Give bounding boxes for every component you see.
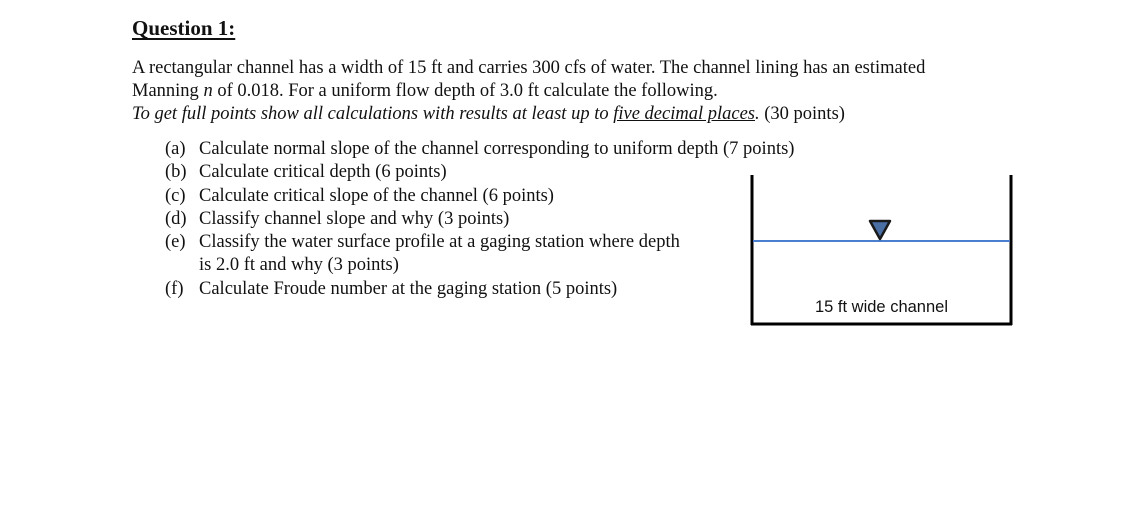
part-text: Classify channel slope and why (3 points) bbox=[199, 208, 510, 229]
instruction-period: . bbox=[755, 104, 760, 124]
question-title: Question 1: bbox=[132, 16, 236, 40]
part-text: is 2.0 ft and why (3 points) bbox=[199, 255, 399, 276]
part-label: (a) bbox=[165, 139, 186, 159]
question-part bbox=[165, 231, 794, 254]
instruction-text: To get full points show all calculations with results at least up to bbox=[132, 104, 614, 124]
part-text: Calculate critical depth (6 points) bbox=[199, 162, 447, 183]
part-label: (c) bbox=[165, 185, 186, 206]
statement-line-2-post: of 0.018. For a uniform flow depth of 3.0 ft calculate the following. bbox=[212, 81, 718, 101]
question-part bbox=[165, 278, 794, 301]
question-part-continuation bbox=[165, 254, 794, 277]
part-label bbox=[165, 254, 199, 277]
instruction-points: (30 points) bbox=[759, 104, 845, 124]
part-text: Calculate critical slope of the channel (6 points) bbox=[199, 185, 554, 206]
part-text: Classify the water surface profile at a gaging station where depth bbox=[199, 232, 680, 253]
statement-line-1: A rectangular channel has a width of 15 ft and carries 300 cfs of water. The channel lining has an estimated bbox=[132, 58, 926, 78]
part-label: (b) bbox=[165, 162, 187, 183]
water-surface-triangle-icon bbox=[870, 221, 890, 239]
instruction-line bbox=[132, 103, 1032, 126]
question-part bbox=[165, 161, 794, 184]
part-text: Calculate Froude number at the gaging station (5 points) bbox=[199, 278, 618, 299]
statement-line-2 bbox=[132, 80, 1032, 103]
part-label: (f) bbox=[165, 278, 184, 299]
part-text: Calculate normal slope of the channel corresponding to uniform depth (7 points) bbox=[199, 139, 795, 159]
problem-statement bbox=[132, 57, 1032, 126]
part-label: (d) bbox=[165, 208, 187, 229]
question-parts-list bbox=[165, 138, 794, 301]
channel-diagram bbox=[749, 175, 1014, 328]
instruction-underlined: five decimal places bbox=[613, 104, 755, 124]
channel-caption: 15 ft wide channel bbox=[814, 298, 948, 316]
question-part bbox=[165, 208, 794, 231]
statement-line-2-pre: Manning bbox=[132, 81, 204, 101]
part-label: (e) bbox=[165, 232, 186, 253]
question-part bbox=[165, 138, 794, 161]
question-part bbox=[165, 185, 794, 208]
manning-n-symbol: n bbox=[203, 81, 213, 101]
